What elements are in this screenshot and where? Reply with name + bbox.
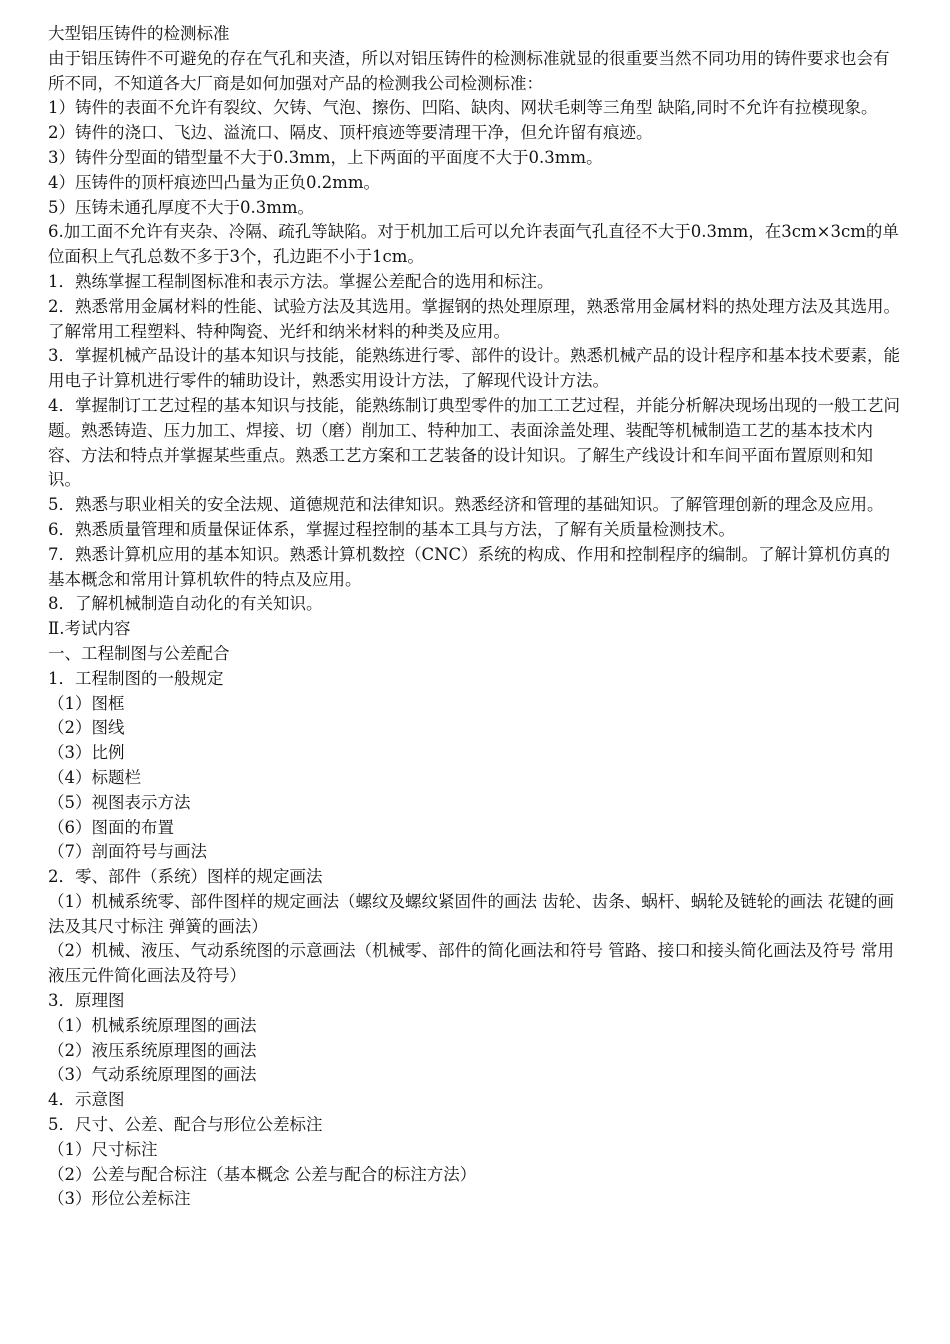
document-paragraph: 3）铸件分型面的错型量不大于0.3mm，上下两面的平面度不大于0.3mm。 [48,147,603,167]
document-paragraph: 一、工程制图与公差配合 [48,643,230,663]
document-paragraph: （6）图面的布置 [48,817,174,837]
document-body [48,47,900,1212]
document-paragraph: 1）铸件的表面不允许有裂纹、欠铸、气泡、擦伤、凹陷、缺肉、网状毛刺等三角型 缺陷,同时不允许有拉模现象。 [48,98,878,118]
document-paragraph: 8．了解机械制造自动化的有关知识。 [48,594,323,614]
document-paragraph: 3．原理图 [48,991,125,1011]
document-title: 大型铝压铸件的检测标准 [48,24,230,43]
document-paragraph: 5）压铸未通孔厚度不大于0.3mm。 [48,197,315,217]
document-paragraph: Ⅱ.考试内容 [48,619,131,639]
document-paragraph: 5．熟悉与职业相关的安全法规、道德规范和法律知识。熟悉经济和管理的基础知识。了解管理创新的理念及应用。 [48,495,884,515]
document-paragraph: 4）压铸件的顶杆痕迹凹凸量为正负0.2mm。 [48,172,381,192]
document-paragraph: 3．掌握机械产品设计的基本知识与技能，能熟练进行零、部件的设计。熟悉机械产品的设计程序和基本技术要素，能用电子计算机进行零件的辅助设计，熟悉实用设计方法，了解现代设计方法。 [48,346,900,391]
document-paragraph: （1）尺寸标注 [48,1139,158,1159]
document-page [48,22,900,1212]
document-paragraph: （2）图线 [48,718,125,738]
document-paragraph: （2）机械、液压、气动系统图的示意画法（机械零、部件的简化画法和符号 管路、接口和接头简化画法及符号 常用液压元件简化画法及符号） [48,941,894,986]
document-paragraph: 6．熟悉质量管理和质量保证体系，掌握过程控制的基本工具与方法，了解有关质量检测技术。 [48,519,735,539]
document-paragraph: 4．掌握制订工艺过程的基本知识与技能，能熟练制订典型零件的加工工艺过程，并能分析解决现场出现的一般工艺问题。熟悉铸造、压力加工、焊接、切（磨）削加工、特种加工、表面涂盖处理、装配等机械制造工艺的基本技术内容、方法和特点并掌握某些重点。熟悉工艺方案和工艺装备的设计知识。了解生产线设计和车间平面布置原则和知识。 [48,395,900,490]
document-paragraph: （3）形位公差标注 [48,1189,191,1209]
document-paragraph: （1）图框 [48,693,125,713]
document-paragraph: （3）比例 [48,743,125,763]
document-paragraph: 由于铝压铸件不可避免的存在气孔和夹渣，所以对铝压铸件的检测标准就显的很重要当然不同功用的铸件要求也会有所不同，不知道各大厂商是如何加强对产品的检测我公司检测标准： [48,48,890,93]
document-paragraph: 2．熟悉常用金属材料的性能、试验方法及其选用。掌握钢的热处理原理，熟悉常用金属材料的热处理方法及其选用。了解常用工程塑料、特种陶瓷、光纤和纳米材料的种类及应用。 [48,296,900,341]
document-paragraph: 4．示意图 [48,1090,125,1110]
document-paragraph: （1）机械系统零、部件图样的规定画法（螺纹及螺纹紧固件的画法 齿轮、齿条、蜗杆、蜗轮及链轮的画法 花键的画法及其尺寸标注 弹簧的画法） [48,891,894,936]
document-paragraph: （5）视图表示方法 [48,792,191,812]
document-paragraph: 7．熟悉计算机应用的基本知识。熟悉计算机数控（CNC）系统的构成、作用和控制程序的编制。了解计算机仿真的基本概念和常用计算机软件的特点及应用。 [48,544,891,589]
document-paragraph: 1．熟练掌握工程制图标准和表示方法。掌握公差配合的选用和标注。 [48,271,554,291]
document-paragraph: 5．尺寸、公差、配合与形位公差标注 [48,1115,323,1135]
document-paragraph: （1）机械系统原理图的画法 [48,1015,257,1035]
document-paragraph: 1．工程制图的一般规定 [48,668,224,688]
document-paragraph: 2）铸件的浇口、飞边、溢流口、隔皮、顶杆痕迹等要清理干净，但允许留有痕迹。 [48,123,653,143]
document-paragraph: （3）气动系统原理图的画法 [48,1065,257,1085]
document-paragraph: （2）公差与配合标注（基本概念 公差与配合的标注方法） [48,1164,477,1184]
document-paragraph: 6.加工面不允许有夹杂、冷隔、疏孔等缺陷。对于机加工后可以允许表面气孔直径不大于0.3mm，在3cm×3cm的单位面积上气孔总数不多于3个，孔边距不小于1cm。 [48,222,899,267]
document-paragraph: 2．零、部件（系统）图样的规定画法 [48,867,323,887]
document-paragraph: （2）液压系统原理图的画法 [48,1040,257,1060]
document-paragraph: （7）剖面符号与画法 [48,842,207,862]
document-paragraph: （4）标题栏 [48,767,141,787]
